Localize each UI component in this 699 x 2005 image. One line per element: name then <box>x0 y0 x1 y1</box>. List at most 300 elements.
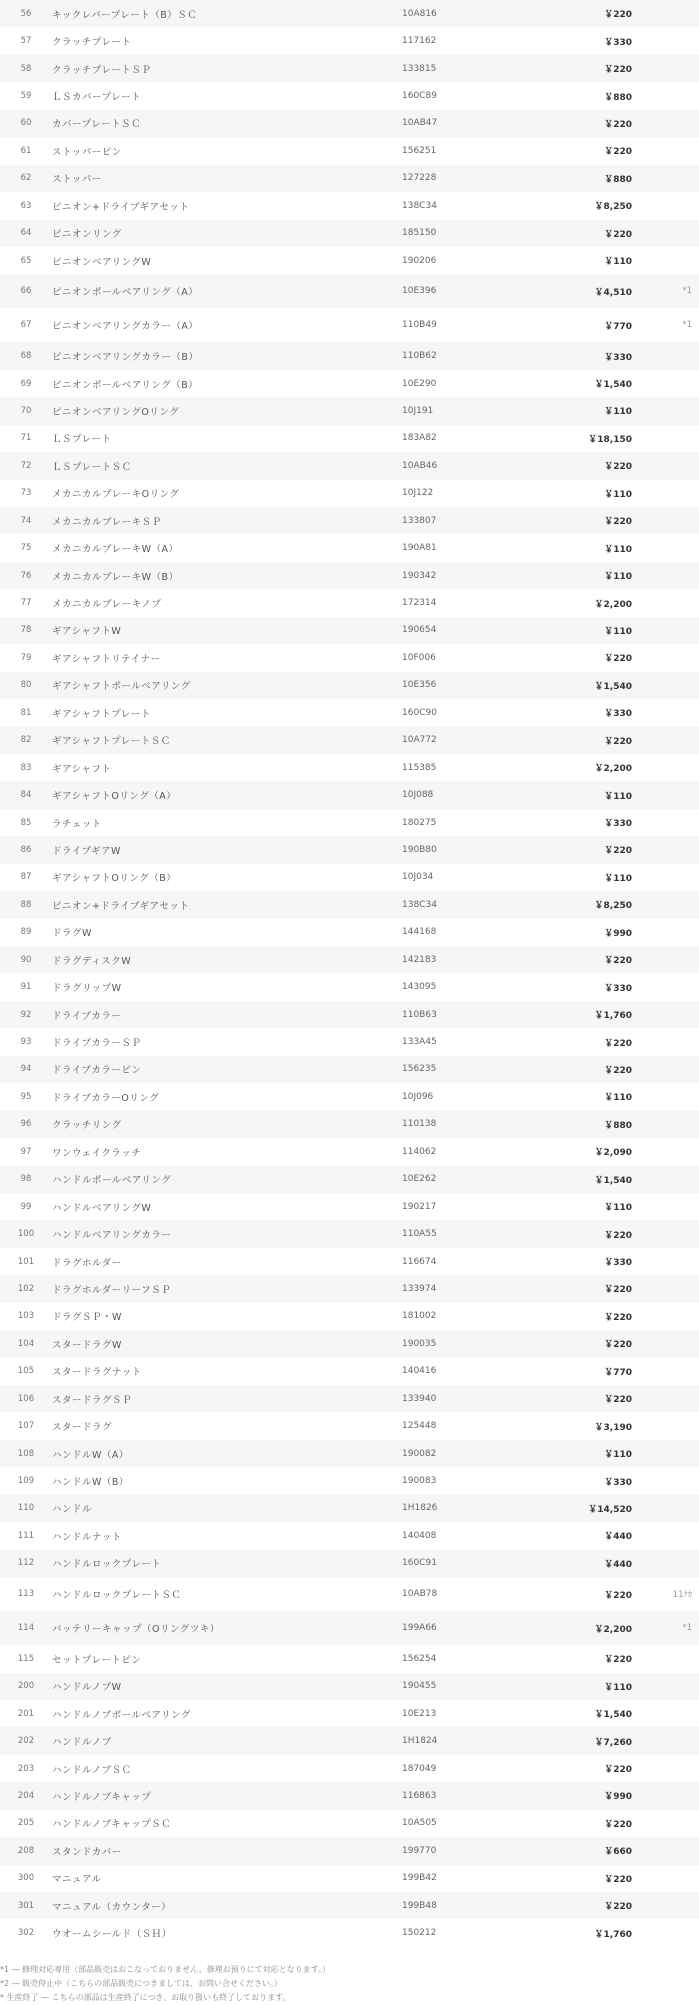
table-row <box>0 1727 699 1754</box>
part-number: 107 <box>17 1421 35 1432</box>
part-price: ￥2,200 <box>594 764 632 775</box>
part-price: ￥110 <box>604 572 632 583</box>
table-row <box>0 864 699 891</box>
part-code: 156251 <box>402 145 437 156</box>
part-code: 143095 <box>402 982 437 993</box>
part-number: 86 <box>20 844 32 855</box>
table-row <box>0 562 699 589</box>
part-name: ピニオンベアリングW <box>52 256 152 268</box>
part-code: 1H1824 <box>402 1736 438 1747</box>
table-row <box>0 1166 699 1193</box>
table-row <box>0 973 699 1000</box>
part-number: 203 <box>17 1763 35 1774</box>
part-code: 133815 <box>402 63 437 74</box>
table-row <box>0 672 699 699</box>
part-name: ストッパーピン <box>52 146 122 158</box>
table-row <box>0 1467 699 1494</box>
part-number: 115 <box>17 1653 35 1664</box>
table-row <box>0 370 699 397</box>
table-row <box>0 644 699 671</box>
part-code: 190B80 <box>402 844 437 855</box>
table-row <box>0 1358 699 1385</box>
table-row <box>0 1001 699 1028</box>
footnote: *1 ― 修理対応専用（部品販売はおこなっておりません。修理お預りにて対応となります。） <box>0 1964 331 1974</box>
part-number: 95 <box>20 1091 32 1102</box>
part-name: ハンドルノブボールベアリング <box>52 1709 191 1721</box>
part-number: 99 <box>20 1201 32 1212</box>
part-price: ￥220 <box>604 1765 632 1776</box>
part-number: 65 <box>20 255 32 266</box>
part-number: 105 <box>17 1366 35 1377</box>
part-number: 205 <box>17 1818 35 1829</box>
part-code: 110B49 <box>402 320 437 331</box>
part-name: キックレバープレート（B）ＳＣ <box>52 9 198 21</box>
part-price: ￥220 <box>604 1902 632 1913</box>
table-row <box>0 1193 699 1220</box>
table-row <box>0 1550 699 1577</box>
table-row <box>0 55 699 82</box>
part-code: 10J122 <box>402 488 434 499</box>
part-price: ￥220 <box>604 1285 632 1296</box>
footnote: * 生産終了 ― こちらの部品は生産終了につき、お取り扱いも終了しております。 <box>0 1992 291 2002</box>
part-code: 10AB46 <box>402 460 438 471</box>
part-code: 180275 <box>402 817 437 828</box>
part-code: 187049 <box>402 1763 437 1774</box>
part-number: 76 <box>20 570 32 581</box>
part-name: ＬＳカバープレート <box>52 92 142 104</box>
part-price: ￥990 <box>604 928 632 939</box>
part-number: 74 <box>20 515 32 526</box>
part-number: 113 <box>17 1589 35 1600</box>
part-code: 138C34 <box>402 899 437 910</box>
table-row <box>0 1755 699 1782</box>
part-number: 108 <box>17 1448 35 1459</box>
part-name: ストッパー <box>52 174 102 186</box>
part-name: ピニオン+ドライブギアセット <box>52 900 190 912</box>
part-name: ハンドルボールベアリング <box>52 1175 172 1187</box>
part-name: ピニオンベアリングカラー（B） <box>52 352 199 364</box>
part-name: ギアシャフト <box>52 763 112 775</box>
part-name: ドラグリップW <box>52 983 122 995</box>
part-code: 144168 <box>402 927 437 938</box>
part-number: 202 <box>17 1736 35 1747</box>
part-price: ￥220 <box>604 1655 632 1666</box>
part-code: 10E213 <box>402 1708 437 1719</box>
part-name: セットプレートピン <box>52 1654 142 1666</box>
part-price: ￥220 <box>604 956 632 967</box>
part-name: ギアシャフトW <box>52 626 122 638</box>
part-price: ￥660 <box>604 1847 632 1858</box>
table-row <box>0 1248 699 1275</box>
part-code: 10E356 <box>402 680 437 691</box>
table-row <box>0 452 699 479</box>
part-number: 62 <box>20 173 32 184</box>
part-price: ￥220 <box>604 1340 632 1351</box>
part-code: 10A772 <box>402 735 437 746</box>
part-code: 116674 <box>402 1256 437 1267</box>
part-code: 156254 <box>402 1653 437 1664</box>
part-code: 110138 <box>402 1119 437 1130</box>
part-price: ￥220 <box>604 654 632 665</box>
part-name: ギアシャフトプレート <box>52 708 151 720</box>
part-name: ハンドルノブ <box>52 1737 112 1749</box>
part-price: ￥1,760 <box>594 1011 632 1022</box>
part-price: ￥440 <box>604 1559 632 1570</box>
table-row <box>0 1330 699 1357</box>
part-name: ハンドルベアリングW <box>52 1202 152 1214</box>
part-name: ドラグホルダーリーフＳＰ <box>52 1284 172 1296</box>
part-number: 56 <box>20 8 32 19</box>
part-code: 138C34 <box>402 200 437 211</box>
table-row <box>0 1220 699 1247</box>
table-row <box>0 137 699 164</box>
part-price: ￥220 <box>604 736 632 747</box>
part-name: クラッチプレート <box>52 37 132 49</box>
table-row <box>0 1700 699 1727</box>
table-row <box>0 1083 699 1110</box>
part-name: スタードラグW <box>52 1339 122 1351</box>
part-number: 104 <box>17 1338 35 1349</box>
part-number: 93 <box>20 1037 32 1048</box>
part-name: ピニオン+ドライブギアセット <box>52 201 190 213</box>
part-price: ￥2,090 <box>594 1148 632 1159</box>
part-number: 61 <box>20 145 32 156</box>
part-price: ￥220 <box>604 1395 632 1406</box>
part-name: ドラグW <box>52 928 92 940</box>
part-price: ￥2,200 <box>594 1624 632 1635</box>
part-code: 140408 <box>402 1530 437 1541</box>
table-row <box>0 1810 699 1837</box>
part-number: 85 <box>20 817 32 828</box>
part-price: ￥220 <box>604 462 632 473</box>
part-number: 59 <box>20 91 32 102</box>
part-number: 57 <box>20 36 32 47</box>
part-number: 204 <box>17 1790 35 1801</box>
table-row <box>0 1577 699 1611</box>
part-number: 112 <box>17 1558 35 1569</box>
part-code: 133A45 <box>402 1037 437 1048</box>
part-name: ハンドルW（B） <box>52 1477 129 1489</box>
part-price: ￥220 <box>604 1819 632 1830</box>
part-price: ￥220 <box>604 1874 632 1885</box>
part-name: ドライブカラーＳＰ <box>52 1038 142 1050</box>
table-row <box>0 1892 699 1919</box>
table-row <box>0 397 699 424</box>
part-name: ピニオンベアリングOリング <box>52 406 180 418</box>
part-name: マニュアル（カウンター） <box>52 1901 172 1913</box>
part-code: 10J191 <box>402 405 434 416</box>
part-code: 190206 <box>402 255 437 266</box>
part-price: ￥110 <box>604 407 632 418</box>
part-name: ドライブカラーピン <box>52 1065 142 1077</box>
part-price: ￥770 <box>604 321 632 332</box>
part-price: ￥220 <box>604 1590 632 1601</box>
part-code: 199770 <box>402 1845 437 1856</box>
table-row <box>0 699 699 726</box>
part-number: 71 <box>20 433 32 444</box>
table-row <box>0 1138 699 1165</box>
table-row <box>0 781 699 808</box>
table-row <box>0 809 699 836</box>
part-code: 190217 <box>402 1201 437 1212</box>
table-row <box>0 1440 699 1467</box>
part-code: 10E262 <box>402 1174 437 1185</box>
table-row <box>0 1782 699 1809</box>
part-number: 77 <box>20 598 32 609</box>
part-code: 185150 <box>402 228 437 239</box>
part-number: 106 <box>17 1393 35 1404</box>
part-number: 100 <box>17 1229 35 1240</box>
part-number: 69 <box>20 378 32 389</box>
part-price: ￥1,760 <box>594 1929 632 1940</box>
part-number: 75 <box>20 543 32 554</box>
part-name: ギアシャフトOリング（B） <box>52 873 177 885</box>
table-row <box>0 589 699 616</box>
part-price: ￥220 <box>604 147 632 158</box>
part-price: ￥330 <box>604 37 632 48</box>
part-code: 190455 <box>402 1681 437 1692</box>
part-price: ￥220 <box>604 65 632 76</box>
part-name: メカニカルブレーキＳＰ <box>52 516 162 528</box>
part-price: ￥110 <box>604 544 632 555</box>
table-row <box>0 1673 699 1700</box>
table-row <box>0 507 699 534</box>
part-code: 199B48 <box>402 1900 437 1911</box>
part-code: 190083 <box>402 1476 437 1487</box>
part-number: 78 <box>20 625 32 636</box>
part-name: ピニオンベアリングカラー（A） <box>52 321 199 333</box>
part-code: 160C90 <box>402 707 437 718</box>
table-row <box>0 165 699 192</box>
part-name: メカニカルブレーキW（A） <box>52 544 179 556</box>
part-number: 82 <box>20 735 32 746</box>
part-code: 10J096 <box>402 1091 434 1102</box>
part-name: ハンドルナット <box>52 1531 122 1543</box>
table-row <box>0 1837 699 1864</box>
table-row <box>0 1611 699 1645</box>
part-price: ￥110 <box>604 1682 632 1693</box>
part-price: ￥110 <box>604 626 632 637</box>
table-row <box>0 342 699 369</box>
part-price: ￥880 <box>604 1120 632 1131</box>
part-name: ドライブカラーOリング <box>52 1092 160 1104</box>
table-row <box>0 192 699 219</box>
part-name: ＬＳプレート <box>52 434 112 446</box>
part-number: 60 <box>20 118 32 129</box>
table-row <box>0 836 699 863</box>
part-number: 58 <box>20 63 32 74</box>
part-code: 160C89 <box>402 91 437 102</box>
part-code: 156235 <box>402 1064 437 1075</box>
table-row <box>0 1056 699 1083</box>
part-price: ￥440 <box>604 1532 632 1543</box>
part-name: ＬＳプレートＳＣ <box>52 461 132 473</box>
part-price: ￥880 <box>604 174 632 185</box>
part-code: 142183 <box>402 954 437 965</box>
part-price: ￥1,540 <box>594 1710 632 1721</box>
part-number: 89 <box>20 927 32 938</box>
part-code: 190342 <box>402 570 437 581</box>
part-price: ￥7,260 <box>594 1737 632 1748</box>
part-price: ￥770 <box>604 1367 632 1378</box>
part-price: ￥110 <box>604 1450 632 1461</box>
part-code: 160C91 <box>402 1558 437 1569</box>
part-price: ￥330 <box>604 983 632 994</box>
part-name: ギアシャフトボールベアリング <box>52 681 191 693</box>
part-code: 110B63 <box>402 1009 437 1020</box>
part-name: ワンウェイクラッチ <box>52 1147 142 1159</box>
part-name: メカニカルブレーキW（B） <box>52 571 179 583</box>
part-code: 10AB47 <box>402 118 438 129</box>
part-name: ハンドルノブＳＣ <box>52 1764 132 1776</box>
footnotes <box>0 1947 699 2005</box>
part-price: ￥220 <box>604 119 632 130</box>
part-code: 140416 <box>402 1366 437 1377</box>
part-name: ハンドルW（A） <box>52 1449 129 1461</box>
part-name: ギアシャフトリテイナー <box>52 653 161 665</box>
table-row <box>0 1645 699 1672</box>
table-row <box>0 1865 699 1892</box>
table-row <box>0 1495 699 1522</box>
part-price: ￥330 <box>604 709 632 720</box>
part-code: 10AB78 <box>402 1589 438 1600</box>
part-name: クラッチリング <box>52 1120 122 1132</box>
part-code: 190035 <box>402 1338 437 1349</box>
part-price: ￥4,510 <box>594 287 632 298</box>
part-code: 199B42 <box>402 1873 437 1884</box>
part-code: 116863 <box>402 1790 437 1801</box>
part-number: 98 <box>20 1174 32 1185</box>
part-number: 66 <box>20 286 32 297</box>
part-name: ハンドルロックプレート <box>52 1559 162 1571</box>
part-number: 67 <box>20 320 32 331</box>
part-number: 114 <box>17 1623 35 1634</box>
table-row <box>0 1919 699 1946</box>
part-price: ￥220 <box>604 1230 632 1241</box>
part-number: 63 <box>20 200 32 211</box>
part-code: 10J088 <box>402 790 434 801</box>
table-row <box>0 27 699 54</box>
part-code: 10A816 <box>402 8 437 19</box>
part-code: 115385 <box>402 762 437 773</box>
part-name: ギアシャフトプレートＳＣ <box>52 736 171 748</box>
part-price: ￥330 <box>604 352 632 363</box>
part-name: メカニカルブレーキノブ <box>52 599 162 611</box>
table-row <box>0 1303 699 1330</box>
part-number: 201 <box>17 1708 35 1719</box>
part-price: ￥18,150 <box>588 434 632 445</box>
part-name: ハンドルノブキャップ <box>52 1791 152 1803</box>
part-name: ギアシャフトOリング（A） <box>52 791 177 803</box>
part-code: 190654 <box>402 625 437 636</box>
table-row <box>0 425 699 452</box>
part-price: ￥330 <box>604 1258 632 1269</box>
part-code: 117162 <box>402 36 437 47</box>
part-code: 150212 <box>402 1928 437 1939</box>
part-code: 181002 <box>402 1311 437 1322</box>
part-code: 1H1826 <box>402 1503 438 1514</box>
part-number: 73 <box>20 488 32 499</box>
part-name: ハンドルノブキャップＳＣ <box>52 1819 172 1831</box>
part-name: ウオームシールド（ＳＨ） <box>52 1929 172 1941</box>
part-name: メカニカルブレーキOリング <box>52 489 180 501</box>
part-name: ピニオンボールベアリング（B） <box>52 379 199 391</box>
part-price: ￥330 <box>604 819 632 830</box>
table-row <box>0 110 699 137</box>
part-code: 190082 <box>402 1448 437 1459</box>
part-number: 72 <box>20 460 32 471</box>
part-number: 96 <box>20 1119 32 1130</box>
part-name: ハンドルベアリングカラー <box>52 1230 172 1242</box>
part-number: 84 <box>20 790 32 801</box>
part-price: ￥8,250 <box>594 901 632 912</box>
part-note: *1 <box>682 320 692 331</box>
part-code: 133940 <box>402 1393 437 1404</box>
part-price: ￥110 <box>604 1093 632 1104</box>
part-note: *1 <box>682 286 692 297</box>
part-code: 133807 <box>402 515 437 526</box>
part-number: 301 <box>17 1900 35 1911</box>
part-number: 102 <box>17 1283 35 1294</box>
part-code: 114062 <box>402 1146 437 1157</box>
table-row <box>0 0 699 27</box>
part-name: マニュアル <box>52 1874 102 1886</box>
part-number: 88 <box>20 899 32 910</box>
part-number: 111 <box>17 1530 35 1541</box>
part-price: ￥220 <box>604 10 632 21</box>
part-price: ￥220 <box>604 1038 632 1049</box>
part-price: ￥110 <box>604 873 632 884</box>
part-price: ￥220 <box>604 1065 632 1076</box>
part-number: 64 <box>20 228 32 239</box>
part-price: ￥110 <box>604 791 632 802</box>
part-number: 103 <box>17 1311 35 1322</box>
table-row <box>0 1522 699 1549</box>
part-name: スタードラグナット <box>52 1367 142 1379</box>
table-row <box>0 1412 699 1439</box>
table-row <box>0 247 699 274</box>
part-number: 81 <box>20 707 32 718</box>
part-price: ￥220 <box>604 517 632 528</box>
part-name: ハンドルノブW <box>52 1682 122 1694</box>
part-price: ￥990 <box>604 1792 632 1803</box>
part-name: スタードラグ <box>52 1422 113 1434</box>
part-name: ラチェット <box>52 818 102 830</box>
table-row <box>0 1275 699 1302</box>
part-number: 83 <box>20 762 32 773</box>
part-number: 79 <box>20 652 32 663</box>
part-price: ￥880 <box>604 92 632 103</box>
part-number: 97 <box>20 1146 32 1157</box>
part-price: ￥220 <box>604 229 632 240</box>
part-price: ￥330 <box>604 1477 632 1488</box>
part-price: ￥8,250 <box>594 202 632 213</box>
part-code: 10A505 <box>402 1818 437 1829</box>
part-name: スタードラグＳＰ <box>52 1394 133 1406</box>
table-row <box>0 891 699 918</box>
part-code: 10F006 <box>402 652 436 663</box>
table-row <box>0 617 699 644</box>
table-row <box>0 919 699 946</box>
part-code: 127228 <box>402 173 437 184</box>
part-number: 208 <box>17 1845 35 1856</box>
part-number: 109 <box>17 1476 35 1487</box>
part-number: 101 <box>17 1256 35 1267</box>
part-number: 300 <box>17 1873 35 1884</box>
part-code: 190A81 <box>402 543 437 554</box>
part-number: 80 <box>20 680 32 691</box>
part-number: 90 <box>20 954 32 965</box>
